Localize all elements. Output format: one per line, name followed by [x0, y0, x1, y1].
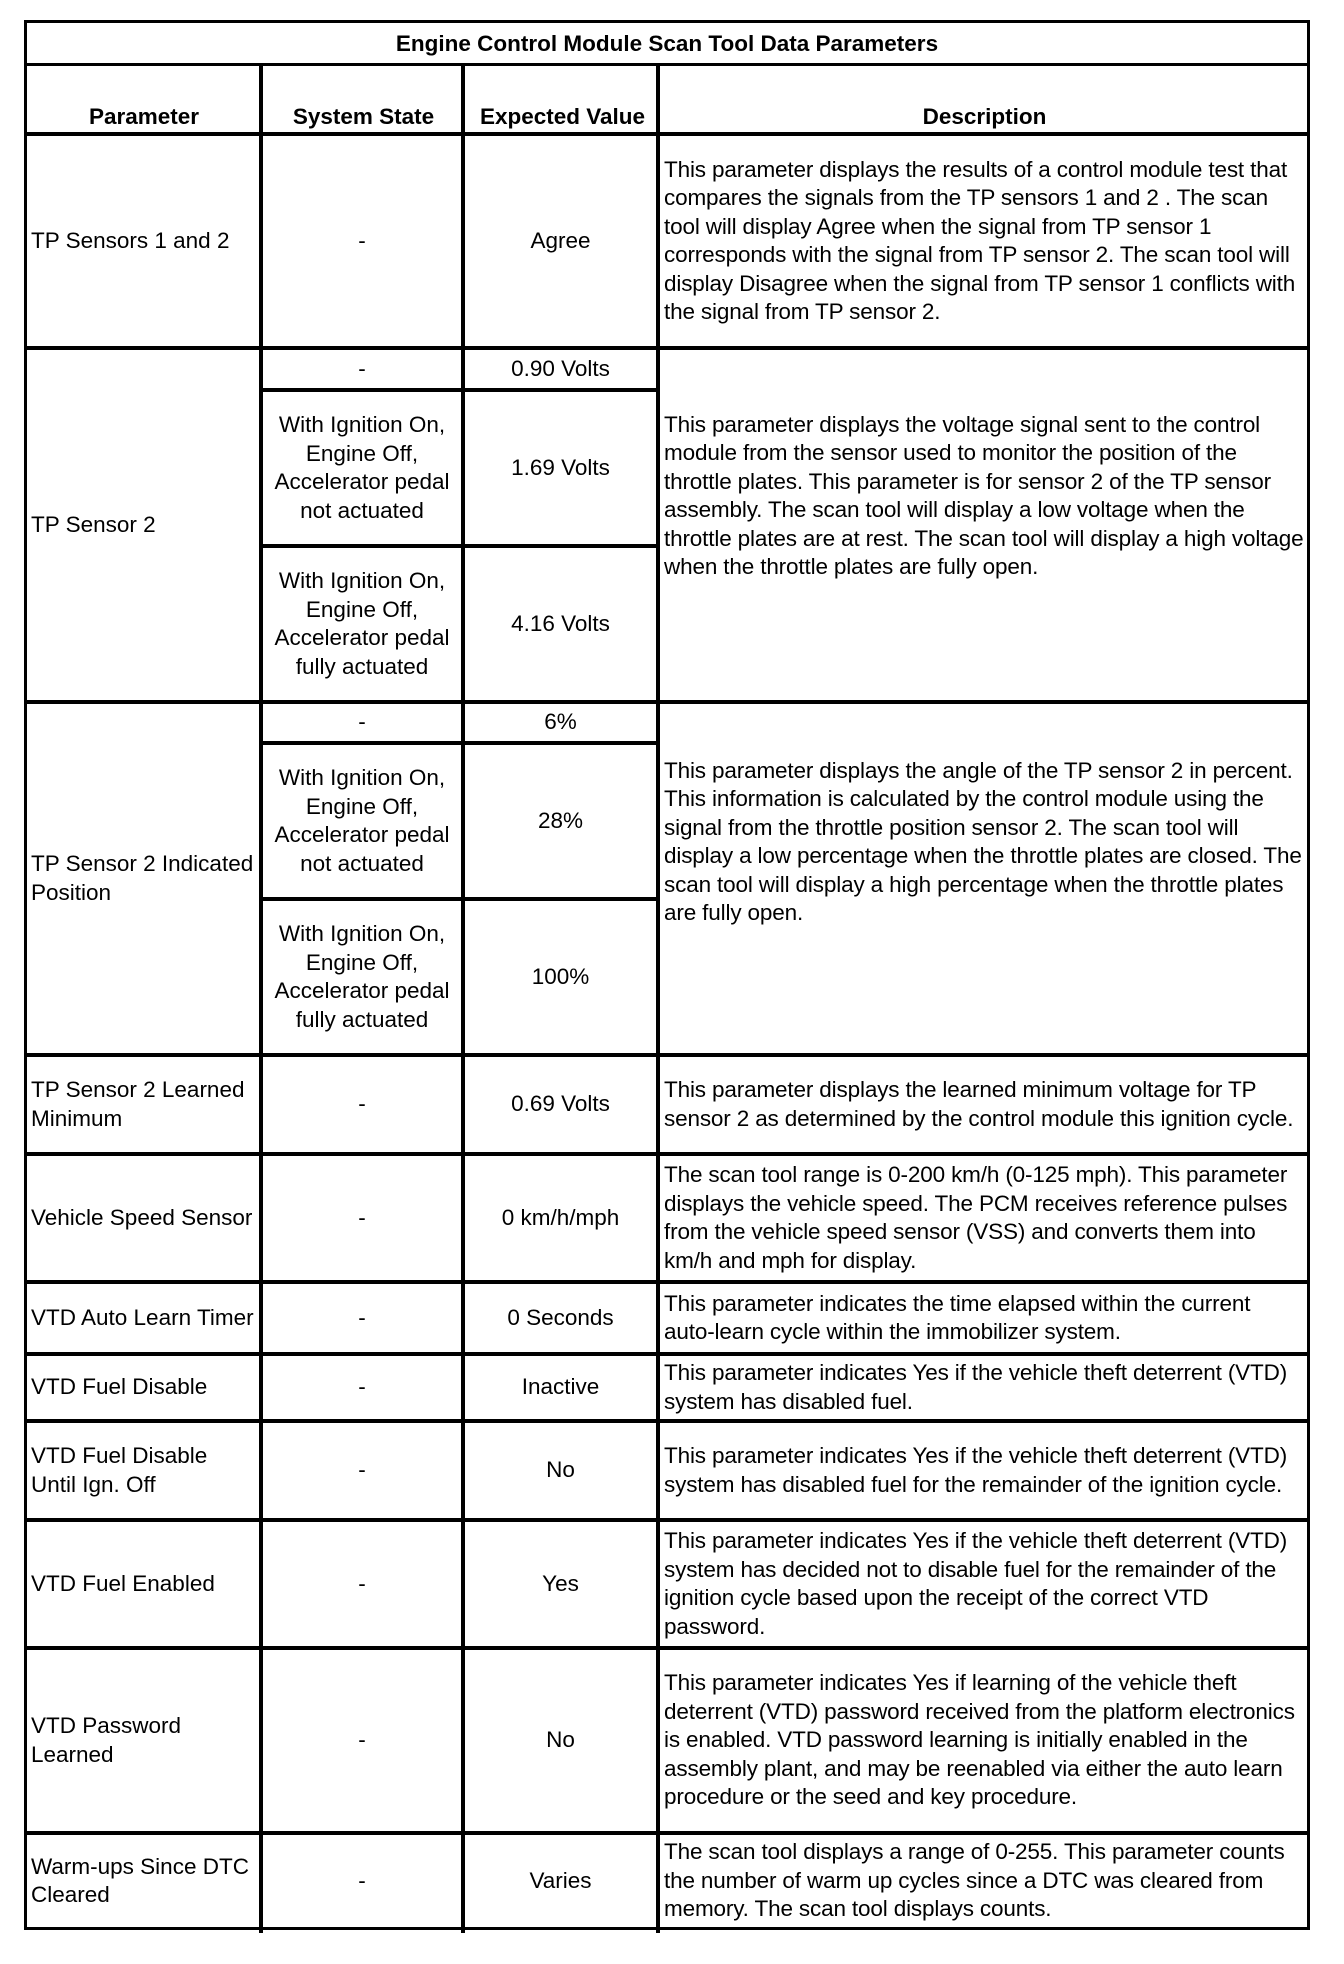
table-row-value: 4.16 Volts — [511, 610, 610, 636]
table-row-state: - — [358, 1304, 366, 1330]
table-row-description: This parameter displays the voltage signal sent to the control module from the sensor used to monitor the position of the throttle plates. This parameter is for sensor 2 of the TP sensor assembly. The scan tool will display a low voltage when the throttle plates are at rest. The scan tool will display a high voltage when the throttle plates are fully open. — [664, 411, 1304, 579]
table-row-description: This parameter indicates Yes if the vehicle theft deterrent (VTD) system has disabled fuel for the remainder of the ignition cycle. — [664, 1443, 1288, 1497]
table-row-value: 0.90 Volts — [511, 355, 610, 381]
scan-tool-data-table — [24, 20, 1310, 1930]
header-description: Description — [922, 103, 1047, 129]
table-row-param: TP Sensor 2 Indicated Position — [31, 851, 254, 905]
table-row-value: 28% — [537, 807, 584, 833]
table-row-param: VTD Auto Learn Timer — [31, 1304, 254, 1330]
table-row-state: - — [358, 227, 366, 253]
table-row-state: With Ignition On, Engine Off, Accelerator pedal fully actuated — [274, 568, 450, 679]
table-row-description: The scan tool range is 0-200 km/h (0-125 mph). This parameter displays the vehicle speed. The PCM receives reference pulses from the vehicle speed sensor (VSS) and converts them into km/h and mph for display. — [664, 1162, 1288, 1273]
table-title: Engine Control Module Scan Tool Data Parameters — [395, 30, 939, 56]
table-row-state: - — [358, 1570, 366, 1596]
table-row-value: 0 Seconds — [507, 1304, 614, 1330]
table-row-value: Inactive — [521, 1374, 600, 1400]
table-row-param: VTD Fuel Disable — [31, 1374, 208, 1400]
table-row-state: - — [358, 355, 366, 381]
header-system-state: System State — [292, 103, 435, 129]
table-row-state: - — [358, 709, 366, 735]
table-row-param: VTD Fuel Disable Until Ign. Off — [31, 1443, 208, 1497]
table-row-description: This parameter displays the angle of the TP sensor 2 in percent. This information is calculated by the control module using the signal from the throttle position sensor 2. The scan tool will display a low percentage when the throttle plates are closed. The scan tool will display a high percentage when the throttle plates are fully open. — [664, 757, 1302, 925]
table-row-description: This parameter displays the learned minimum voltage for TP sensor 2 as determined by the control module this ignition cycle. — [664, 1077, 1294, 1131]
table-row-value: No — [546, 1727, 575, 1753]
table-row-param: TP Sensor 2 Learned Minimum — [31, 1077, 245, 1131]
table-row-value: Yes — [542, 1570, 579, 1596]
table-row-param: TP Sensor 2 — [31, 511, 156, 537]
table-row-state: With Ignition On, Engine Off, Accelerator pedal not actuated — [274, 765, 450, 876]
table-row-description: This parameter indicates Yes if the vehicle theft deterrent (VTD) system has disabled fuel. — [664, 1360, 1288, 1414]
table-row-value: No — [546, 1457, 575, 1483]
table-row-state: - — [358, 1374, 366, 1400]
header-parameter: Parameter — [88, 103, 200, 129]
table-row-state: With Ignition On, Engine Off, Accelerator pedal fully actuated — [274, 921, 450, 1032]
table-row-state: - — [358, 1091, 366, 1117]
table-row-param: Warm-ups Since DTC Cleared — [31, 1853, 249, 1907]
table-row-state: - — [358, 1727, 366, 1753]
table-row-value: Agree — [530, 227, 591, 253]
table-row-state: With Ignition On, Engine Off, Accelerator pedal not actuated — [274, 412, 450, 523]
table-row-state: - — [358, 1457, 366, 1483]
table-row-state: - — [358, 1867, 366, 1893]
table-row-value: 6% — [544, 709, 577, 735]
table-row-description: This parameter indicates the time elapsed within the current auto-learn cycle within the immobilizer system. — [664, 1290, 1251, 1344]
table-row-param: VTD Fuel Enabled — [31, 1570, 215, 1596]
table-row-param: TP Sensors 1 and 2 — [31, 227, 230, 253]
table-row-value: 1.69 Volts — [511, 454, 610, 480]
table-row-description: This parameter indicates Yes if learning of the vehicle theft deterrent (VTD) password received from the platform electronics is enabled. VTD password learning is initially enabled in the assembly plant, and may be reenabled via either the auto learn procedure or the seed and key procedure. — [664, 1670, 1295, 1810]
table-row-description: The scan tool displays a range of 0-255. This parameter counts the number of warm up cycles since a DTC was cleared from memory. The scan tool displays counts. — [664, 1839, 1285, 1922]
table-row-description: This parameter displays the results of a control module test that compares the signals from the TP sensors 1 and 2 . The scan tool will display Agree when the signal from TP sensor 1 corresponds with the signal from TP sensor 2. The scan tool will display Disagree when the signal from TP sensor 1 conflicts with the signal from TP sensor 2. — [664, 156, 1296, 324]
table-row-value: 0.69 Volts — [511, 1091, 610, 1117]
table-row-description: This parameter indicates Yes if the vehicle theft deterrent (VTD) system has decided not to disable fuel for the remainder of the ignition cycle based upon the receipt of the correct VTD password. — [664, 1528, 1288, 1639]
table-row-value: 100% — [531, 963, 590, 989]
table-row-value: 0 km/h/mph — [501, 1204, 620, 1230]
table-row-param: Vehicle Speed Sensor — [31, 1204, 253, 1230]
header-expected-value: Expected Value — [479, 103, 646, 129]
table-row-state: - — [358, 1204, 366, 1230]
table-row-value: Varies — [529, 1867, 592, 1893]
table-row-param: VTD Password Learned — [31, 1713, 182, 1767]
